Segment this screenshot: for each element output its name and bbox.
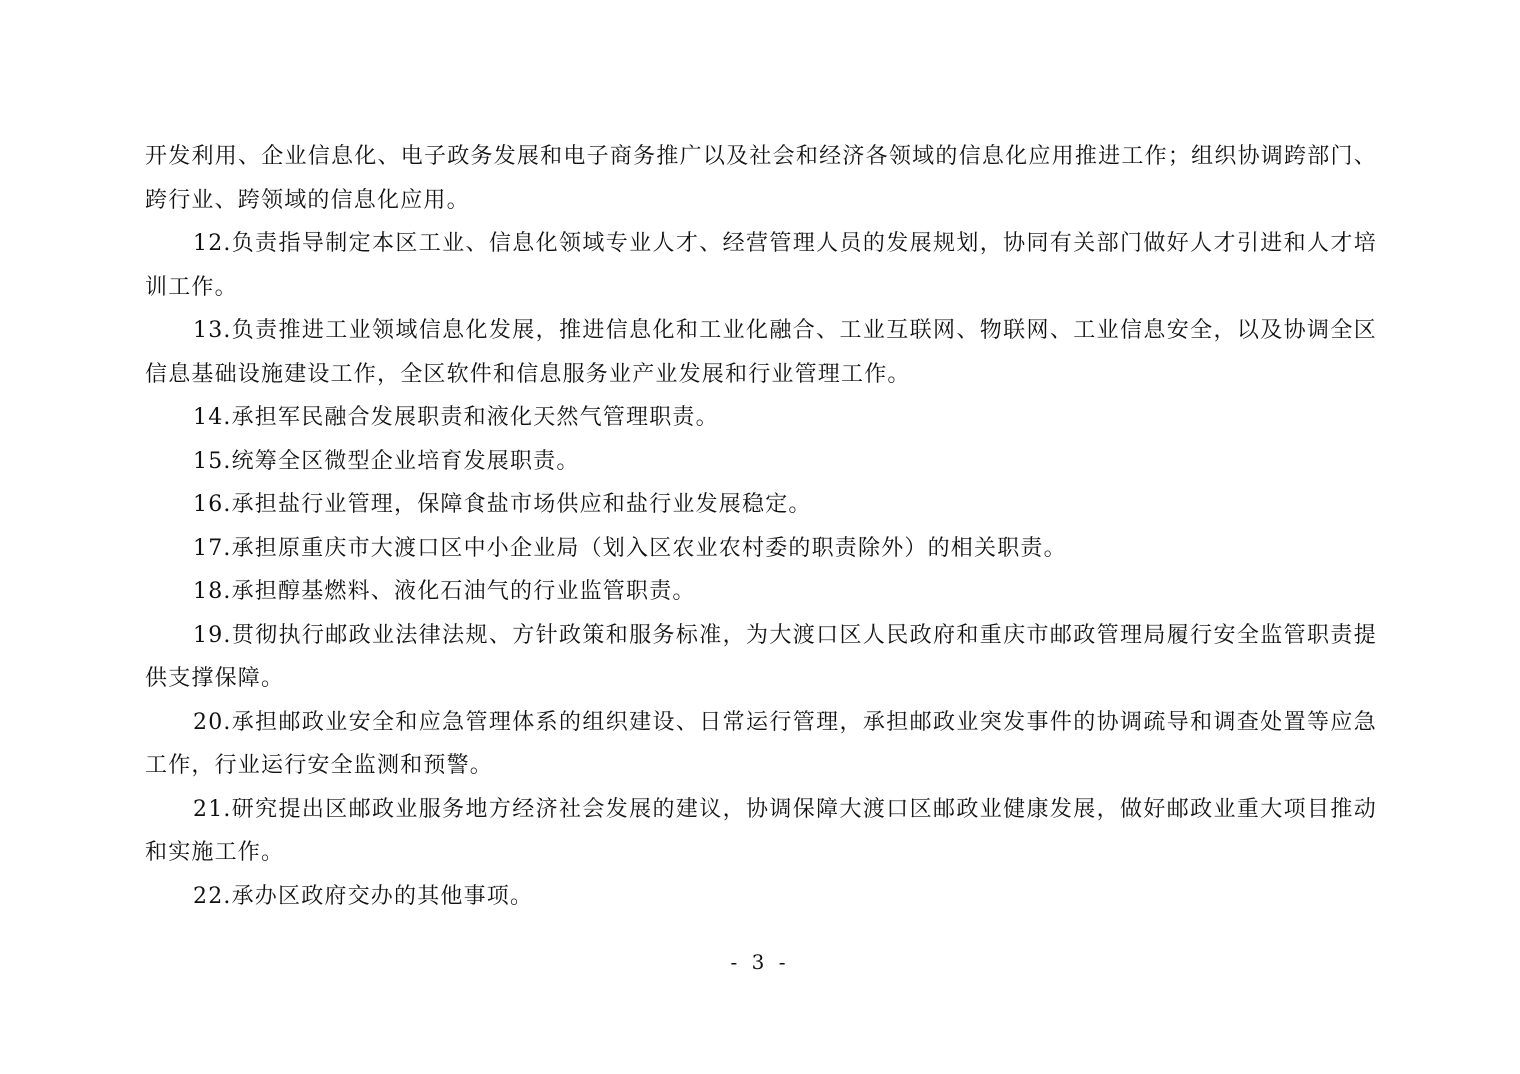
paragraph-item-22: 22.承办区政府交办的其他事项。 xyxy=(193,883,534,909)
paragraph-continuation: 开发利用、企业信息化、电子政务发展和电子商务推广以及社会和经济各领域的信息化应用推进工作；组织协调跨部门、跨行业、跨领域的信息化应用。 xyxy=(145,144,1377,213)
paragraph-item-19: 19.贯彻执行邮政业法律法规、方针政策和服务标准，为大渡口区人民政府和重庆市邮政管理局履行安全监管职责提供支撑保障。 xyxy=(145,622,1377,691)
paragraph-item-21: 21.研究提出区邮政业服务地方经济社会发展的建议，协调保障大渡口区邮政业健康发展，做好邮政业重大项目推动和实施工作。 xyxy=(145,796,1377,865)
page-number: - 3 - xyxy=(730,950,790,974)
paragraph-item-14: 14.承担军民融合发展职责和液化天然气管理职责。 xyxy=(193,405,719,430)
paragraph-item-12: 12.负责指导制定本区工业、信息化领域专业人才、经营管理人员的发展规划，协同有关部门做好人才引进和人才培训工作。 xyxy=(145,231,1377,300)
paragraph-item-20: 20.承担邮政业安全和应急管理体系的组织建设、日常运行管理，承担邮政业突发事件的协调疏导和调查处置等应急工作，行业运行安全监测和预警。 xyxy=(145,709,1377,778)
paragraph-item-13: 13.负责推进工业领域信息化发展，推进信息化和工业化融合、工业互联网、物联网、工业信息安全，以及协调全区信息基础设施建设工作，全区软件和信息服务业产业发展和行业管理工作。 xyxy=(145,318,1377,387)
paragraph-item-15: 15.统筹全区微型企业培育发展职责。 xyxy=(193,448,580,474)
document-body xyxy=(145,135,1377,918)
paragraph-item-16: 16.承担盐行业管理，保障食盐市场供应和盐行业发展稳定。 xyxy=(193,492,812,517)
paragraph-item-18: 18.承担醇基燃料、液化石油气的行业监管职责。 xyxy=(193,579,696,604)
paragraph-item-17: 17.承担原重庆市大渡口区中小企业局（划入区农业农村委的职责除外）的相关职责。 xyxy=(193,535,1067,561)
